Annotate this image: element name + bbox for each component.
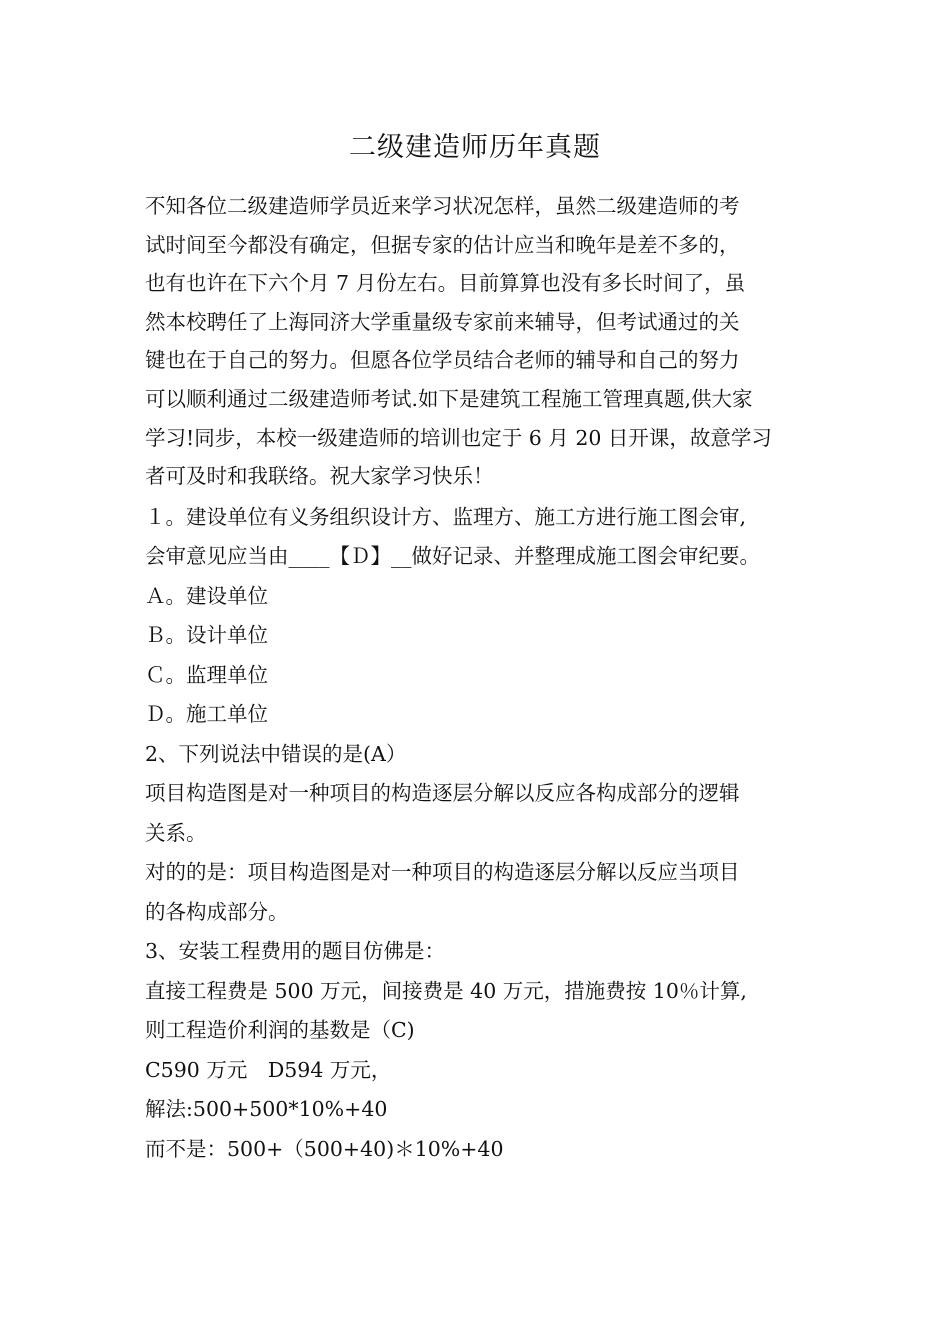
document-body [145,187,815,1169]
intro-line: 不知各位二级建造师学员近来学习状况怎样，虽然二级建造师的考 [145,194,740,218]
question-3-text: 直接工程费是 500 万元，间接费是 40 万元，措施费按 10％计算, [145,978,747,1003]
question-1-option-c: Ｃ。监理单位 [145,662,268,687]
question-2-answer: 对的的是：项目构造图是对一种项目的构造逐层分解以反应当项目 [145,860,740,885]
intro-line: 可以顺利通过二级建造师考试.如下是建筑工程施工管理真题,供大家 [145,386,753,411]
question-3-solution: 解法:500+500*10%+40 [145,1097,388,1122]
question-2-answer: 的各构成部分。 [145,899,289,924]
intro-line: 键也在于自己的努力。但愿各位学员结合老师的辅导和自己的努力 [145,348,740,373]
document-title: 二级建造师历年真题 [349,132,601,163]
question-3-text: 则工程造价利润的基数是（C) [145,1018,415,1043]
question-2-stem: 2、下列说法中错误的是(A） [145,741,407,766]
intro-line: 者可及时和我联络。祝大家学习快乐！ [145,464,494,489]
question-1-stem: １。建设单位有义务组织设计方、监理方、施工方进行施工图会审, [145,504,747,529]
intro-paragraph [145,187,815,496]
question-2-text: 项目构造图是对一种项目的构造逐层分解以反应各构成部分的逻辑 [145,781,740,806]
intro-line: 试时间至今都没有确定，但据专家的估计应当和晚年是差不多的， [145,232,740,257]
intro-line: 然本校聘任了上海同济大学重量级专家前来辅导，但考试通过的关 [145,309,740,334]
question-3-options: C590 万元 D594 万元， [145,1057,392,1082]
questions-section [145,498,815,1170]
question-1-stem: 会审意见应当由____【Ｄ】__做好记录、并整理成施工图会审纪要。 [145,544,760,569]
question-3-stem: 3、安装工程费用的题目仿佛是： [145,939,446,964]
intro-line: 也有也许在下六个月 7 月份左右。目前算算也没有多长时间了，虽 [145,271,746,296]
question-1-option-d: Ｄ。施工单位 [145,702,268,727]
question-1-option-b: Ｂ。设计单位 [145,623,268,648]
question-3-note: 而不是：500+（500+40)＊10%+40 [145,1136,504,1161]
intro-line: 学习!同步，本校一级建造师的培训也定于 6 月 20 日开课，故意学习 [145,425,772,450]
question-2-text: 关系。 [145,820,207,845]
question-1-option-a: Ａ。建设单位 [145,583,268,608]
